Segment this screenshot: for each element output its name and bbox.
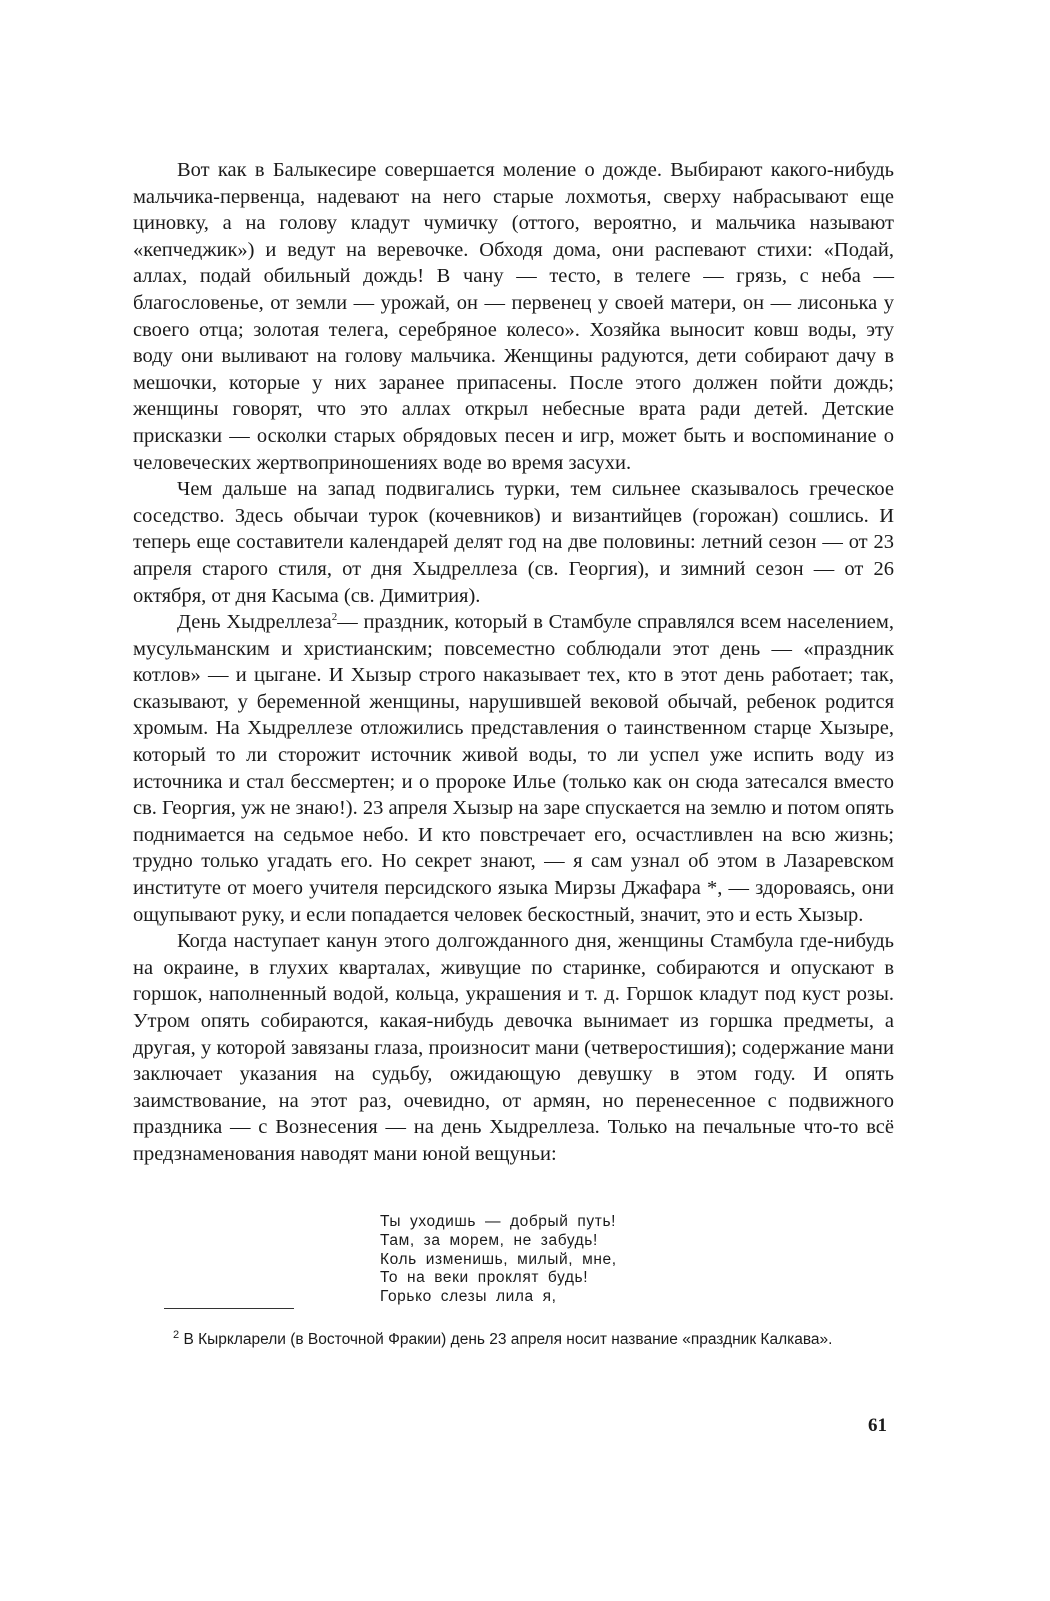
poem-line: Ты уходишь — добрый путь! — [380, 1213, 617, 1230]
footnote — [133, 1328, 894, 1352]
poem-line: То на веки проклят будь! — [380, 1269, 589, 1287]
footnote-text: В Кыркларели (в Восточной Фракии) день 23 апреля носит название «праздник Калкава». — [183, 1331, 833, 1348]
poem-line: Горько слезы лила я, — [380, 1288, 557, 1306]
footnote-marker: 2 — [173, 1328, 180, 1341]
page-number: 61 — [868, 1415, 887, 1436]
paragraph-hidrellez-rest: — праздник, который в Стамбуле справлялся всем населением, мусульманским и христианским; повсеместно соблюдали этот день — «праздник котлов» — и цыгане. И Хызыр строго наказывает тех, кто в этот день работает; так, сказывают, у беременной женщины, нарушившей вековой обычай, ребенок родится хромым. На Хыдреллезе отложились представления о таинственном старце Хызыре, который то ли сторожит источник живой воды, то ли успел уже испить воду из источника и стал бессмертен; и о пророке Илье (только как он сюда затесался вместо св. Георгия, уж не знаю!). 23 апреля Хызыр на заре спускается на землю и потом опять поднимается на седьмое небо. И кто повстречает его, осчастливлен на всю жизнь; трудно только угадать его. Но секрет знают, — я сам узнал об этом в Лазаревском институте от моего учителя персидского языка Мирзы Джафара *, — здороваясь, они ощупывают руку, и если попадается человек бескостный, значит, это и есть Хызыр. — [133, 611, 894, 926]
main-text — [133, 157, 894, 1168]
poem-line: Там, за морем, не забудь! — [380, 1231, 598, 1249]
footnote-divider — [164, 1308, 294, 1309]
paragraph-rain-prayer: Вот как в Балыкесире совершается моление о дожде. Выбирают какого-нибудь мальчика-первенца, надевают на него старые лохмотья, сверху набрасывают еще циновку, а на голову кладут чумичку (оттого, вероятно, и мальчика называют «кепчеджик») и ведут на веревочке. Обходя дома, они распевают стихи: «Подай, аллах, подай обильный дождь! В чану — тесто, в телеге — грязь, с неба — благословенье, от земли — урожай, он — первенец у своей матери, он — лисонька у своего отца; золотая телега, серебряное колесо». Хозяйка выносит ковш воды, эту воду они выливают на голову мальчика. Женщины радуются, дети собирают дачу в мешочки, которые у них заранее припасены. После этого должен пойти дождь; женщины говорят, что это аллах открыл небесные врата ради детей. Детские присказки — осколки старых обрядовых песен и игр, может быть и воспоминание о человеческих жертвоприношениях воде во время засухи. — [133, 159, 894, 474]
paragraph-greek-neighborhood: Чем дальше на запад подвигались турки, тем сильнее сказывалось греческое соседство. Здесь обычаи турок (кочевников) и византийцев (горожан) сошлись. И теперь еще составители календарей делят год на две половины: летний сезон — от 23 апреля старого стиля, от дня Хыдреллеза (св. Георгия), и зимний сезон — от 26 октября, от дня Касыма (св. Димитрия). — [133, 478, 894, 607]
poem — [380, 1213, 617, 1307]
paragraph-hidrellez — [133, 609, 894, 928]
footnote-reference: 2 — [331, 611, 338, 624]
paragraph-hidrellez-start: День Хыдреллеза — [177, 611, 332, 634]
paragraph-eve-ritual: Когда наступает канун этого долгожданного дня, женщины Стамбула где-нибудь на окраине, в глухих кварталах, живущие по старинке, собираются и опускают в горшок, наполненный водой, кольца, украшения и т. д. Горшок кладут под куст розы. Утром опять собираются, какая-нибудь девочка вынимает из горшка предметы, а другая, у которой завязаны глаза, произносит мани (четверостишия); содержание мани заключает указания на судьбу, ожидающую девушку в этом году. И опять заимствование, на этот раз, очевидно, от армян, но перенесенное с подвижного праздника — с Вознесения — на день Хыдреллеза. Только на печальные что-то всё предзнаменования наводят мани юной вещуньи: — [133, 930, 894, 1165]
poem-line: Коль изменишь, милый, мне, — [380, 1250, 617, 1268]
